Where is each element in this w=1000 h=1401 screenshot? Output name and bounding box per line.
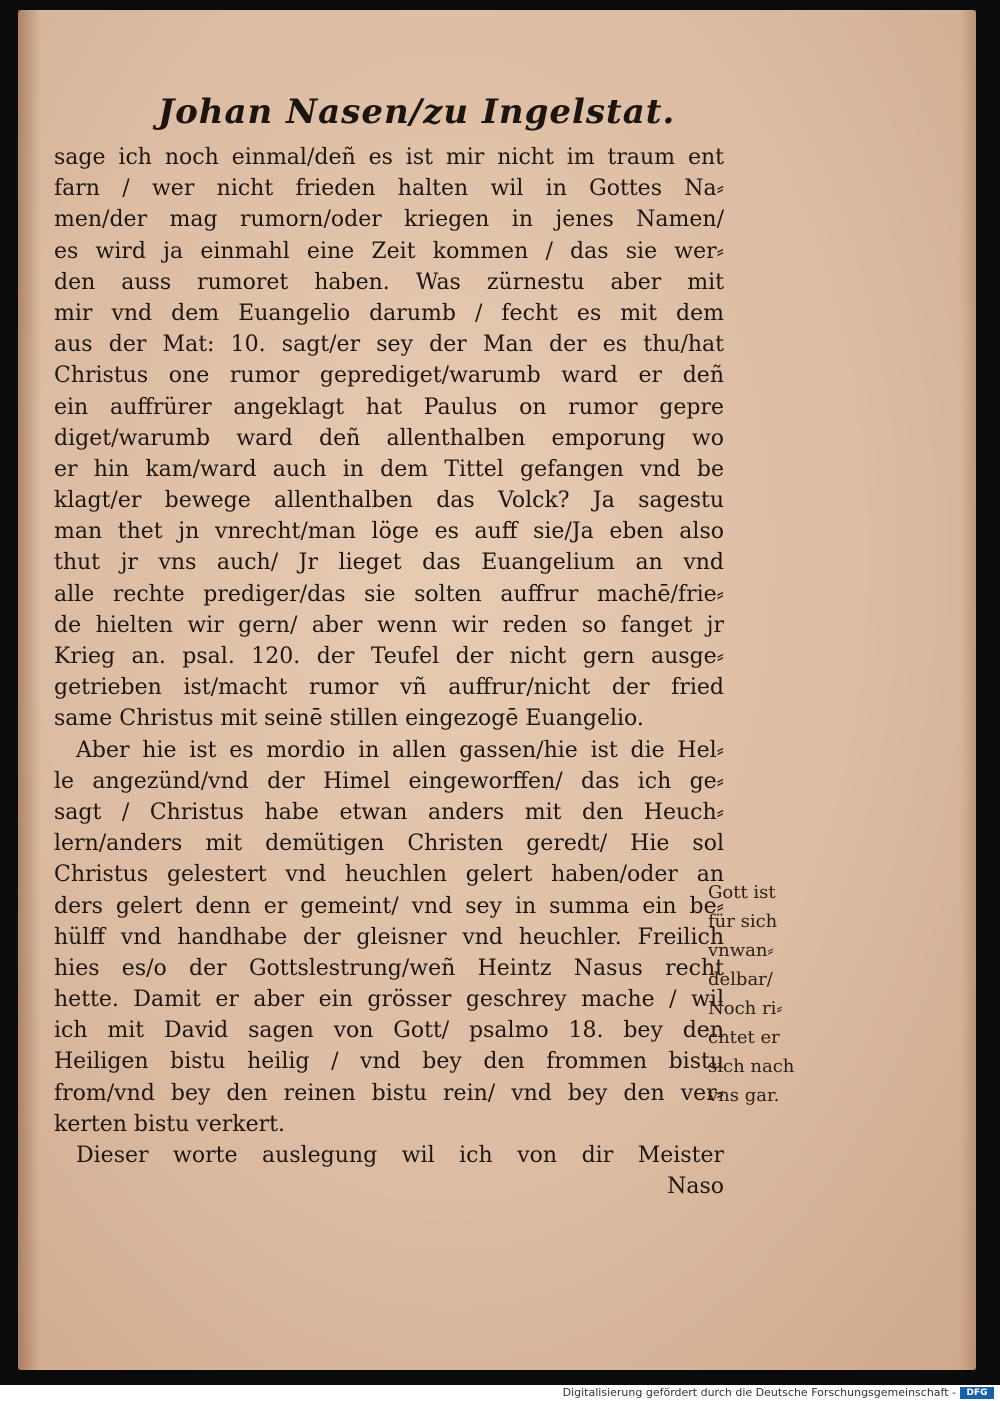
marginal-note-line: vns gar. [708,1085,780,1106]
marginal-note-line: delbar/ [708,969,773,990]
text-line: getrieben ist/macht rumor vñ auffrur/nicht der fried [54,675,724,701]
page-edge [960,10,976,1370]
text-line: es wird ja einmahl eine Zeit kommen / das sie wer⸗ [54,238,724,264]
text-line: den auss rumoret haben. Was zürnestu aber mit [54,269,724,295]
text-line: same Christus mit seinē stillen eingezogē Euangelio. [54,706,644,732]
text-line: er hin kam/ward auch in dem Tittel gefangen vnd be [54,456,724,482]
text-line: ein auffrürer angeklagt hat Paulus on rumor gepre [54,394,724,420]
text-line: from/vnd bey den reinen bistu rein/ vnd bey den ver⸗ [54,1080,724,1106]
text-line: kerten bistu verkert. [54,1111,285,1137]
marginal-note-line: vnwan⸗ [708,940,774,961]
text-line: mir vnd dem Euangelio darumb / fecht es mit dem [54,300,724,326]
text-line: Krieg an. psal. 120. der Teufel der nicht gern ausge⸗ [54,644,724,669]
marginal-note-line: sich nach [708,1056,795,1077]
marginal-note-line: chtet er [708,1027,780,1048]
text-line: Christus gelestert vnd heuchlen gelert haben/oder an [54,862,724,888]
marginal-note-line: für sich [708,911,778,932]
text-line: klagt/er bewege allenthalben das Volck? Ja sagestu [54,488,724,514]
running-head: Johan Nasen/zu Ingelstat. [158,92,676,132]
text-line: alle rechte prediger/das sie solten auffrur machē/frie⸗ [54,581,724,607]
text-line: hette. Damit er aber ein grösser geschrey mache / wil [54,987,724,1013]
text-line: hülff vnd handhabe der gleisner vnd heuchler. Freilich [54,924,724,950]
text-line: sage ich noch einmal/deñ es ist mir nicht im traum ent [54,145,724,170]
text-line: de hielten wir gern/ aber wenn wir reden so fanget jr [54,612,724,638]
book-page [18,10,976,1370]
text-line: thut jr vns auch/ Jr lieget das Euangelium an vnd [54,550,724,576]
text-line: lern/anders mit demütigen Christen geredt/ Hie sol [54,831,724,857]
text-line: le angezünd/vnd der Himel eingeworffen/ das ich ge⸗ [54,768,724,794]
text-line: diget/warumb ward deñ allenthalben emporung wo [54,425,724,451]
text-line: aus der Mat: 10. sagt/er sey der Man der es thu/hat [54,332,724,358]
funding-credit: Digitalisierung gefördert durch die Deutsche Forschungsgemeinschaft - [562,1386,956,1399]
marginal-note [708,878,823,1110]
text-line: man thet jn vnrecht/man löge es auff sie/Ja eben also [54,519,724,545]
dfg-logo-icon: DFG [960,1387,994,1399]
text-line: Heiligen bistu heilig / vnd bey den frommen bistu [54,1049,724,1075]
text-line: sagt / Christus habe etwan anders mit den Heuch⸗ [54,799,724,825]
text-line: Christus one rumor geprediget/warumb ward er deñ [54,363,724,389]
body-text [54,142,724,1202]
text-line: ich mit David sagen von Gott/ psalmo 18. bey den [54,1018,724,1044]
text-line: ders gelert denn er gemeint/ vnd sey in summa ein be⸗ [54,893,724,919]
text-line: hies es/o der Gottslestrung/weñ Heintz Nasus recht [54,955,724,981]
marginal-note-line: Gott ist [708,882,776,903]
text-line: men/der mag rumorn/oder kriegen in jenes Namen/ [54,207,724,233]
footer-bar [0,1385,1000,1401]
page-gutter-shadow [18,10,40,1370]
catchword: Naso [667,1174,724,1200]
text-line: farn / wer nicht frieden halten wil in Gottes Na⸗ [54,176,724,202]
text-line: Aber hie ist es mordio in allen gassen/hie ist die Hel⸗ [76,737,724,763]
text-line: Dieser worte auslegung wil ich von dir Meister [76,1143,724,1168]
marginal-note-line: Noch ri⸗ [708,998,783,1019]
